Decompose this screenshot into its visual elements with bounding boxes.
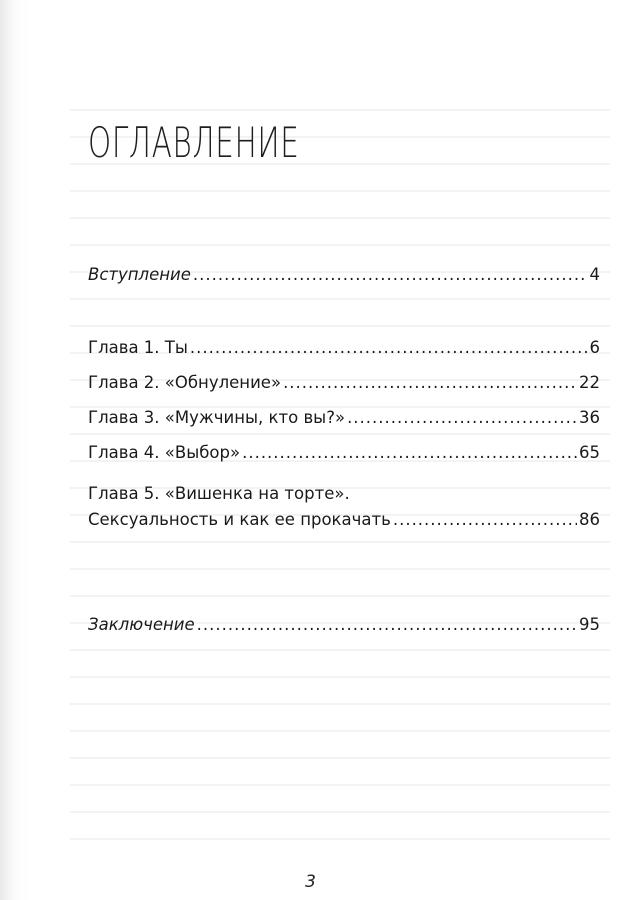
toc-leader-dots: [283, 372, 577, 394]
toc-entry-label: Вступление: [88, 265, 191, 284]
toc-entry-label: Глава 4. «Выбор»: [88, 443, 241, 462]
toc-entry-label: Глава 3. «Мужчины, кто вы?»: [88, 408, 346, 427]
toc-entry-introduction: [88, 264, 600, 286]
toc-entry-conclusion: [88, 614, 600, 636]
toc-leader-dots: [242, 442, 577, 464]
toc-entry-label: Глава 1. Ты: [88, 338, 188, 357]
toc-entry-page: 95: [579, 615, 600, 634]
toc-leader-dots: [347, 407, 577, 429]
toc-entry-chapter-3: [88, 407, 600, 429]
toc-entry-chapter-5-line1: Глава 5. «Вишенка на торте».: [88, 484, 350, 503]
toc-entry-label: Глава 2. «Обнуление»: [88, 373, 282, 392]
toc-entry-chapter-4: [88, 442, 600, 464]
toc-leader-dots: [393, 509, 577, 531]
toc-entry-page: 6: [589, 338, 600, 357]
show-through-background: [70, 95, 610, 855]
toc-leader-dots: [190, 337, 588, 359]
toc-entry-chapter-1: [88, 337, 600, 359]
toc-entry-page: 22: [579, 373, 600, 392]
toc-entry-chapter-5: [88, 509, 600, 531]
toc-entry-page: 65: [579, 443, 600, 462]
toc-leader-dots: [197, 614, 577, 636]
page-title: ОГЛАВЛЕНИЕ: [88, 118, 300, 167]
toc-entry-label: Заключение: [88, 615, 195, 634]
toc-leader-dots: [193, 264, 588, 286]
toc-entry-page: 86: [579, 510, 600, 529]
page-number: 3: [305, 872, 316, 892]
toc-entry-page: 4: [589, 265, 600, 284]
toc-entry-chapter-2: [88, 372, 600, 394]
toc-entry-label: Сексуальность и как ее прокачать: [88, 510, 391, 529]
toc-entry-page: 36: [579, 408, 600, 427]
